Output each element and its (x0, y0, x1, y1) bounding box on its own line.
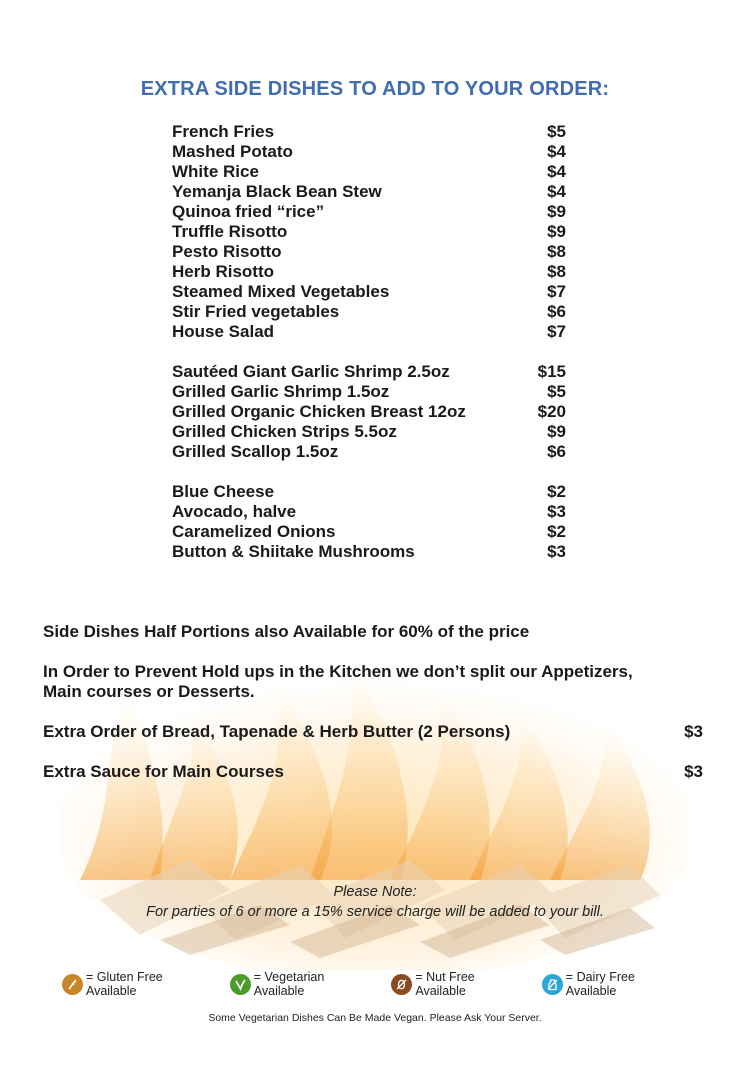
menu-item-row (172, 542, 566, 562)
menu-item-price: $8 (547, 262, 566, 281)
menu-item-row (172, 142, 566, 162)
menu-item-name: Mashed Potato (172, 142, 293, 161)
sauce-extra-row (43, 762, 703, 782)
menu-item-price: $4 (547, 182, 566, 201)
menu-item-price: $9 (547, 202, 566, 221)
toppings-list (172, 482, 566, 562)
menu-item-price: $8 (547, 242, 566, 261)
menu-item-name: Avocado, halve (172, 502, 297, 521)
menu-item-name: Grilled Chicken Strips 5.5oz (172, 422, 397, 441)
menu-item-name: Truffle Risotto (172, 222, 288, 241)
menu-item-name: Steamed Mixed Vegetables (172, 282, 390, 301)
menu-item-row (172, 182, 566, 202)
menu-item-row (172, 482, 566, 502)
menu-item-name: Pesto Risotto (172, 242, 282, 261)
legend-gluten-free (62, 970, 216, 998)
nut-free-icon (391, 974, 412, 995)
please-note-heading: Please Note: (333, 884, 417, 900)
menu-item-name: Button & Shiitake Mushrooms (172, 542, 415, 561)
bread-extra-label: Extra Order of Bread, Tapenade & Herb Butter (2 Persons) (43, 722, 511, 741)
menu-item-name: Blue Cheese (172, 482, 275, 501)
menu-item-name: White Rice (172, 162, 259, 181)
menu-item-name: Caramelized Onions (172, 522, 336, 541)
menu-item-row (172, 262, 566, 282)
half-portions-note: Side Dishes Half Portions also Available for 60% of the price (43, 622, 530, 641)
page-title: EXTRA SIDE DISHES TO ADD TO YOUR ORDER: (140, 78, 610, 100)
menu-item-name: Grilled Scallop 1.5oz (172, 442, 339, 461)
legend-nut-free-label: = Nut Free Available (415, 970, 475, 998)
menu-item-price: $3 (547, 502, 566, 521)
menu-item-name: Quinoa fried “rice” (172, 202, 325, 221)
vegan-footer-note: Some Vegetarian Dishes Can Be Made Vegan. Please Ask Your Server. (208, 1012, 542, 1024)
menu-item-price: $7 (547, 282, 566, 301)
menu-item-row (172, 422, 566, 442)
menu-item-row (172, 122, 566, 142)
menu-item-price: $2 (547, 482, 566, 501)
legend-nut-free (391, 970, 527, 998)
menu-item-row (172, 242, 566, 262)
menu-item-name: Sautéed Giant Garlic Shrimp 2.5oz (172, 362, 450, 381)
menu-item-row (172, 322, 566, 342)
vegetarian-icon (230, 974, 251, 995)
menu-item-row (172, 162, 566, 182)
menu-item-row (172, 382, 566, 402)
menu-item-row (172, 202, 566, 222)
menu-item-row (172, 442, 566, 462)
menu-item-row (172, 402, 566, 422)
legend-dairy-free-label: = Dairy Free Available (565, 970, 635, 998)
legend-gluten-free-label: = Gluten Free Available (85, 970, 163, 998)
menu-item-price: $20 (537, 402, 566, 421)
no-split-line-1: In Order to Prevent Hold ups in the Kitchen we don’t split our Appetizers, (43, 662, 633, 681)
sauce-extra-price: $3 (684, 762, 703, 781)
menu-item-row (172, 282, 566, 302)
menu-item-price: $9 (547, 422, 566, 441)
dairy-free-icon (542, 974, 563, 995)
menu-item-row (172, 522, 566, 542)
menu-item-price: $6 (547, 302, 566, 321)
menu-item-price: $5 (547, 122, 566, 141)
dietary-legend (62, 970, 702, 998)
bread-extra-row (43, 722, 703, 742)
menu-item-name: Herb Risotto (172, 262, 274, 281)
sauce-extra-label: Extra Sauce for Main Courses (43, 762, 284, 781)
side-dishes-list (172, 122, 566, 342)
menu-item-row (172, 502, 566, 522)
menu-item-name: House Salad (172, 322, 275, 341)
bread-extra-price: $3 (684, 722, 703, 741)
menu-item-name: French Fries (172, 122, 275, 141)
legend-vegetarian (230, 970, 378, 998)
menu-item-price: $2 (547, 522, 566, 541)
menu-item-price: $15 (537, 362, 566, 381)
service-charge-note (0, 882, 750, 922)
legend-vegetarian-label: = Vegetarian Available (253, 970, 325, 998)
no-split-line-2: Main courses or Desserts. (43, 682, 255, 701)
menu-item-price: $4 (547, 162, 566, 181)
menu-item-row (172, 222, 566, 242)
menu-item-price: $6 (547, 442, 566, 461)
menu-item-row (172, 362, 566, 382)
menu-item-price: $3 (547, 542, 566, 561)
menu-item-price: $7 (547, 322, 566, 341)
menu-item-name: Stir Fried vegetables (172, 302, 340, 321)
no-split-note (43, 662, 703, 702)
menu-item-row (172, 302, 566, 322)
legend-dairy-free (542, 970, 688, 998)
menu-item-name: Grilled Organic Chicken Breast 12oz (172, 402, 466, 421)
menu-item-name: Grilled Garlic Shrimp 1.5oz (172, 382, 390, 401)
menu-item-name: Yemanja Black Bean Stew (172, 182, 382, 201)
menu-item-price: $9 (547, 222, 566, 241)
protein-addons-list (172, 362, 566, 462)
menu-item-price: $5 (547, 382, 566, 401)
please-note-text: For parties of 6 or more a 15% service charge will be added to your bill. (146, 904, 604, 920)
menu-item-price: $4 (547, 142, 566, 161)
gluten-free-icon (62, 974, 83, 995)
